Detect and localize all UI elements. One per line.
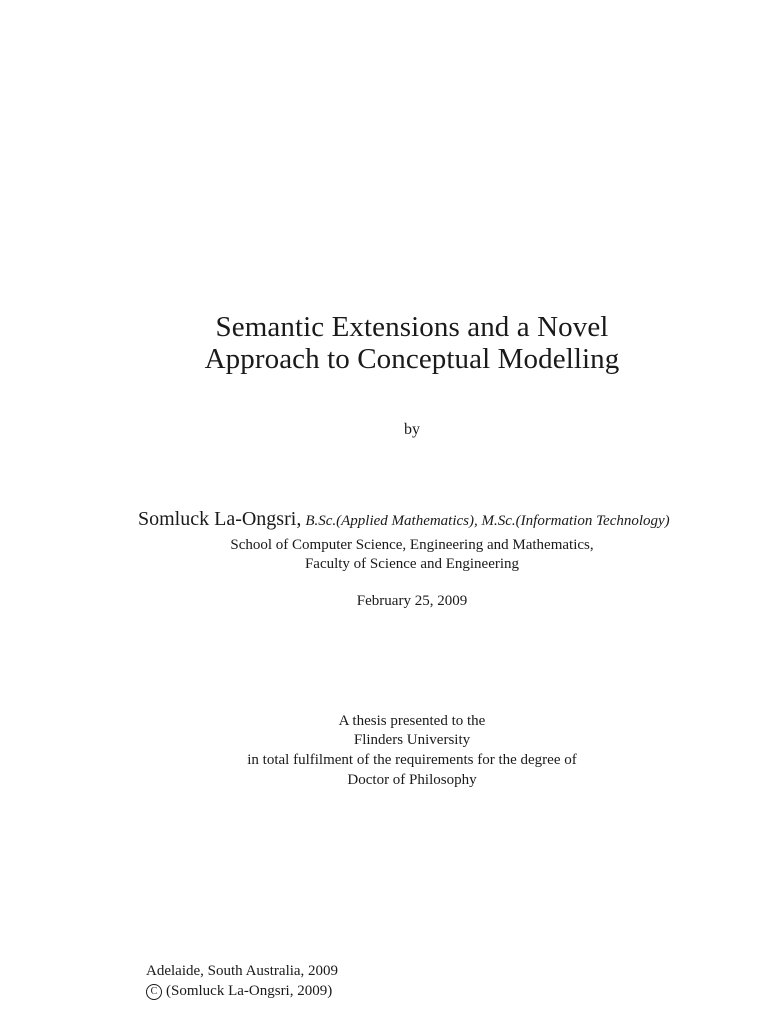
- submission-date: February 25, 2009: [356, 593, 468, 609]
- author-name: Somluck La-Ongsri: [138, 508, 297, 530]
- place-and-year: Adelaide, South Australia, 2009: [146, 963, 339, 979]
- author-line: [138, 508, 670, 531]
- copyright-icon: C: [146, 984, 162, 1000]
- thesis-statement-line-3: in total fulfilment of the requirements for the degree of: [247, 752, 577, 768]
- thesis-statement-line-4: Doctor of Philosophy: [347, 772, 477, 788]
- thesis-statement-line-2: Flinders University: [353, 732, 471, 748]
- thesis-title-line-2: Approach to Conceptual Modelling: [204, 343, 620, 375]
- thesis-title-line-1: Semantic Extensions and a Novel: [215, 311, 609, 343]
- thesis-statement-line-1: A thesis presented to the: [338, 713, 486, 729]
- copyright-text: (Somluck La-Ongsri, 2009): [166, 983, 333, 999]
- author-separator: ,: [296, 508, 302, 530]
- school-name: School of Computer Science, Engineering and Mathematics,: [230, 537, 594, 553]
- copyright-line: [146, 982, 332, 1001]
- faculty-name: Faculty of Science and Engineering: [304, 556, 520, 572]
- by-label: by: [404, 421, 420, 438]
- author-degrees: B.Sc.(Applied Mathematics), M.Sc.(Information Technology): [305, 513, 670, 529]
